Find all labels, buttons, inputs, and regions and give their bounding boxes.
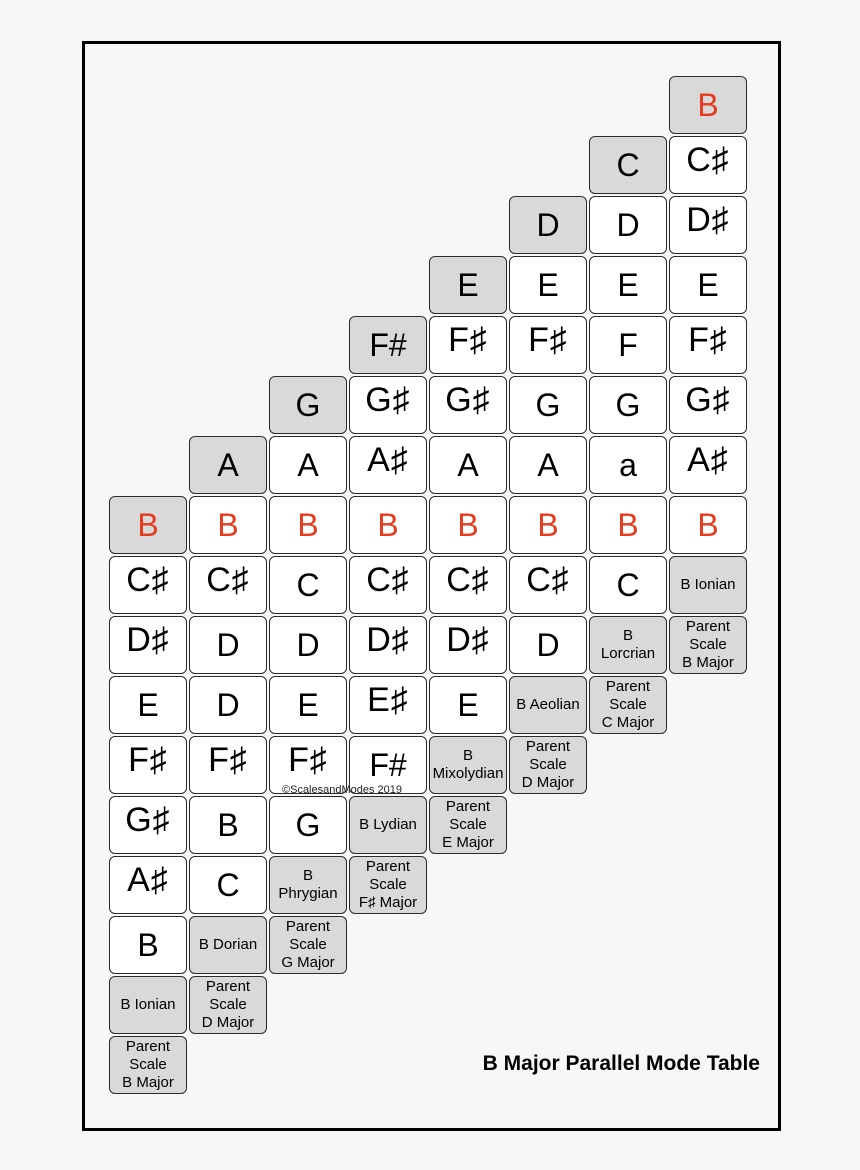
note-cell: G♯ xyxy=(109,796,187,854)
mode-name-cell: B Lorcrian xyxy=(589,616,667,674)
note-cell: C xyxy=(269,556,347,614)
mode-name-cell: B Ionian xyxy=(669,556,747,614)
mode-name-cell: B Ionian xyxy=(109,976,187,1034)
note-cell: D xyxy=(269,616,347,674)
note-cell: B xyxy=(669,496,747,554)
note-cell: F# xyxy=(349,736,427,794)
column-header-cell: B xyxy=(109,496,187,554)
mode-name-cell: B Aeolian xyxy=(509,676,587,734)
note-cell: E xyxy=(509,256,587,314)
note-cell: C♯ xyxy=(429,556,507,614)
note-cell: G♯ xyxy=(349,376,427,434)
note-cell: B xyxy=(509,496,587,554)
note-cell: B xyxy=(189,796,267,854)
note-cell: E xyxy=(109,676,187,734)
note-cell: A xyxy=(429,436,507,494)
mode-name-cell: B Dorian xyxy=(189,916,267,974)
note-cell: D xyxy=(509,616,587,674)
note-cell: G♯ xyxy=(429,376,507,434)
note-cell: D xyxy=(189,676,267,734)
note-cell: B xyxy=(109,916,187,974)
note-cell: A♯ xyxy=(349,436,427,494)
note-cell: E xyxy=(669,256,747,314)
note-cell: F♯ xyxy=(509,316,587,374)
parent-scale-cell: Parent Scale B Major xyxy=(669,616,747,674)
column-header-cell: D xyxy=(509,196,587,254)
note-cell: D♯ xyxy=(109,616,187,674)
note-cell: E xyxy=(589,256,667,314)
note-cell: G xyxy=(589,376,667,434)
parent-scale-cell: Parent Scale E Major xyxy=(429,796,507,854)
note-cell: C♯ xyxy=(349,556,427,614)
note-cell: G xyxy=(509,376,587,434)
column-header-cell: E xyxy=(429,256,507,314)
parent-scale-cell: Parent Scale F♯ Major xyxy=(349,856,427,914)
mode-name-cell: B Phrygian xyxy=(269,856,347,914)
note-cell: E♯ xyxy=(349,676,427,734)
note-cell: F♯ xyxy=(269,736,347,794)
note-cell: C♯ xyxy=(189,556,267,614)
note-cell: D xyxy=(589,196,667,254)
note-cell: F♯ xyxy=(429,316,507,374)
note-cell: B xyxy=(589,496,667,554)
note-cell: C xyxy=(589,556,667,614)
note-cell: E xyxy=(429,676,507,734)
note-cell: C♯ xyxy=(109,556,187,614)
note-cell: B xyxy=(349,496,427,554)
parent-scale-cell: Parent Scale D Major xyxy=(509,736,587,794)
note-cell: a xyxy=(589,436,667,494)
note-cell: A xyxy=(509,436,587,494)
note-cell: C xyxy=(189,856,267,914)
note-cell: F♯ xyxy=(109,736,187,794)
note-cell: A xyxy=(269,436,347,494)
note-cell: D♯ xyxy=(429,616,507,674)
copyright-text: ©ScalesandModes 2019 xyxy=(282,784,403,796)
note-cell: A♯ xyxy=(109,856,187,914)
note-cell: C♯ xyxy=(509,556,587,614)
parent-scale-cell: Parent Scale B Major xyxy=(109,1036,187,1094)
parent-scale-cell: Parent Scale D Major xyxy=(189,976,267,1034)
note-cell: G xyxy=(269,796,347,854)
note-cell: D♯ xyxy=(349,616,427,674)
column-header-cell: C xyxy=(589,136,667,194)
column-header-cell: A xyxy=(189,436,267,494)
note-cell: D xyxy=(189,616,267,674)
note-cell: A♯ xyxy=(669,436,747,494)
note-cell: E xyxy=(269,676,347,734)
table-title: B Major Parallel Mode Table xyxy=(482,1052,760,1075)
note-cell: F♯ xyxy=(669,316,747,374)
note-cell: F♯ xyxy=(189,736,267,794)
note-cell: B xyxy=(189,496,267,554)
column-header-cell: F# xyxy=(349,316,427,374)
column-header-cell: B xyxy=(669,76,747,134)
note-cell: D♯ xyxy=(669,196,747,254)
note-cell: G♯ xyxy=(669,376,747,434)
note-cell: C♯ xyxy=(669,136,747,194)
note-cell: B xyxy=(429,496,507,554)
note-cell: B xyxy=(269,496,347,554)
parent-scale-cell: Parent Scale C Major xyxy=(589,676,667,734)
mode-name-cell: B Mixolydian xyxy=(429,736,507,794)
note-cell: F xyxy=(589,316,667,374)
parent-scale-cell: Parent Scale G Major xyxy=(269,916,347,974)
column-header-cell: G xyxy=(269,376,347,434)
mode-name-cell: B Lydian xyxy=(349,796,427,854)
